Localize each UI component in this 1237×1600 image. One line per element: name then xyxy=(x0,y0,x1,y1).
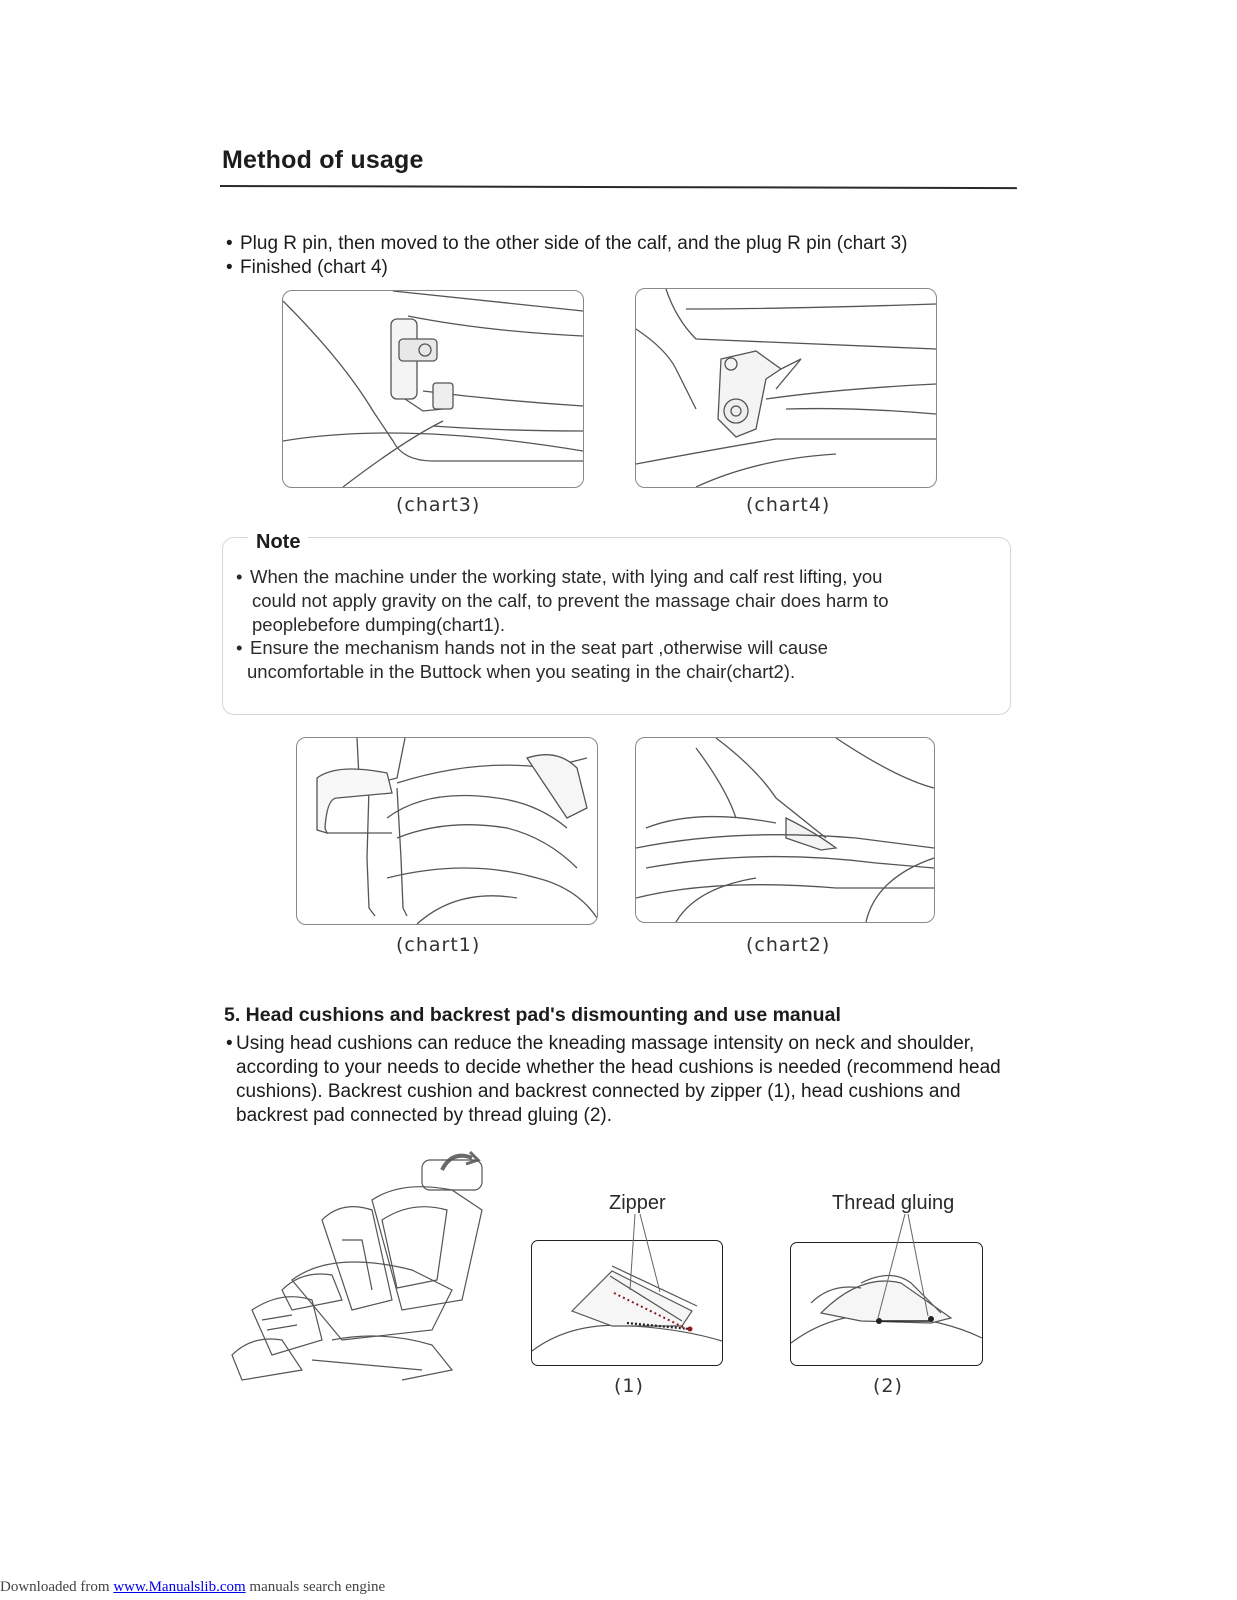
zipper-label: Zipper xyxy=(609,1192,666,1214)
note-item-2-line-1: • Ensure the mechanism hands not in the seat part ,otherwise will cause xyxy=(236,637,828,658)
chart2-caption: (chart2) xyxy=(746,934,831,956)
section-5-title: 5. Head cushions and backrest pad's dismounting and use manual xyxy=(224,1004,841,1026)
step-2: • Finished (chart 4) xyxy=(226,256,388,280)
page-title: Method of usage xyxy=(222,146,424,174)
footer-prefix: Downloaded from xyxy=(0,1579,114,1595)
chart1-caption: (chart1) xyxy=(396,934,481,956)
step-1: • Plug R pin, then moved to the other side of the calf, and the plug R pin (chart 3) xyxy=(226,232,908,256)
footer-suffix: manuals search engine xyxy=(245,1579,386,1595)
section-5-body: • Using head cushions can reduce the kneading massage intensity on neck and shoulder, according to your needs to decide whether the head cushions is needed (recommend head cushions). Backrest cushion and backrest connected by zipper (1), head cushions and backrest pad connected by thread gluing (2). xyxy=(226,1032,1006,1128)
section-5-body-text: Using head cushions can reduce the kneading massage intensity on neck and shoulder, according to your needs to decide whether the head cushions is needed (recommend head cushions). Backrest cushion and backrest connected by zipper (1), head cushions and backrest pad connected by thread gluing (2). xyxy=(236,1033,1001,1126)
zipper-caption: (1) xyxy=(614,1375,644,1397)
note-title: Note xyxy=(248,531,308,554)
title-underline xyxy=(220,185,1017,189)
chart3-illustration xyxy=(282,290,584,488)
footer xyxy=(0,1579,385,1596)
note-item-1-line-3: peoplebefore dumping(chart1). xyxy=(252,614,505,635)
note-item-1-line-1: • When the machine under the working state, with lying and calf rest lifting, you xyxy=(236,566,883,587)
chart2-illustration xyxy=(635,737,935,923)
massage-chair-illustration xyxy=(222,1140,502,1390)
zipper-pointer-lines xyxy=(620,1212,680,1302)
chart4-illustration xyxy=(635,288,937,488)
note-item-1-line-2: could not apply gravity on the calf, to prevent the massage chair does harm to xyxy=(252,590,889,611)
thread-gluing-label: Thread gluing xyxy=(832,1192,955,1214)
chart4-caption: (chart4) xyxy=(746,494,831,516)
note-item-2-line-2: uncomfortable in the Buttock when you seating in the chair(chart2). xyxy=(247,661,796,682)
manualslib-link[interactable]: www.Manualslib.com xyxy=(113,1579,246,1595)
thread-gluing-caption: (2) xyxy=(873,1375,903,1397)
chart1-illustration xyxy=(296,737,598,925)
thread-pointer-lines xyxy=(860,1212,940,1322)
chart3-caption: (chart3) xyxy=(396,494,481,516)
